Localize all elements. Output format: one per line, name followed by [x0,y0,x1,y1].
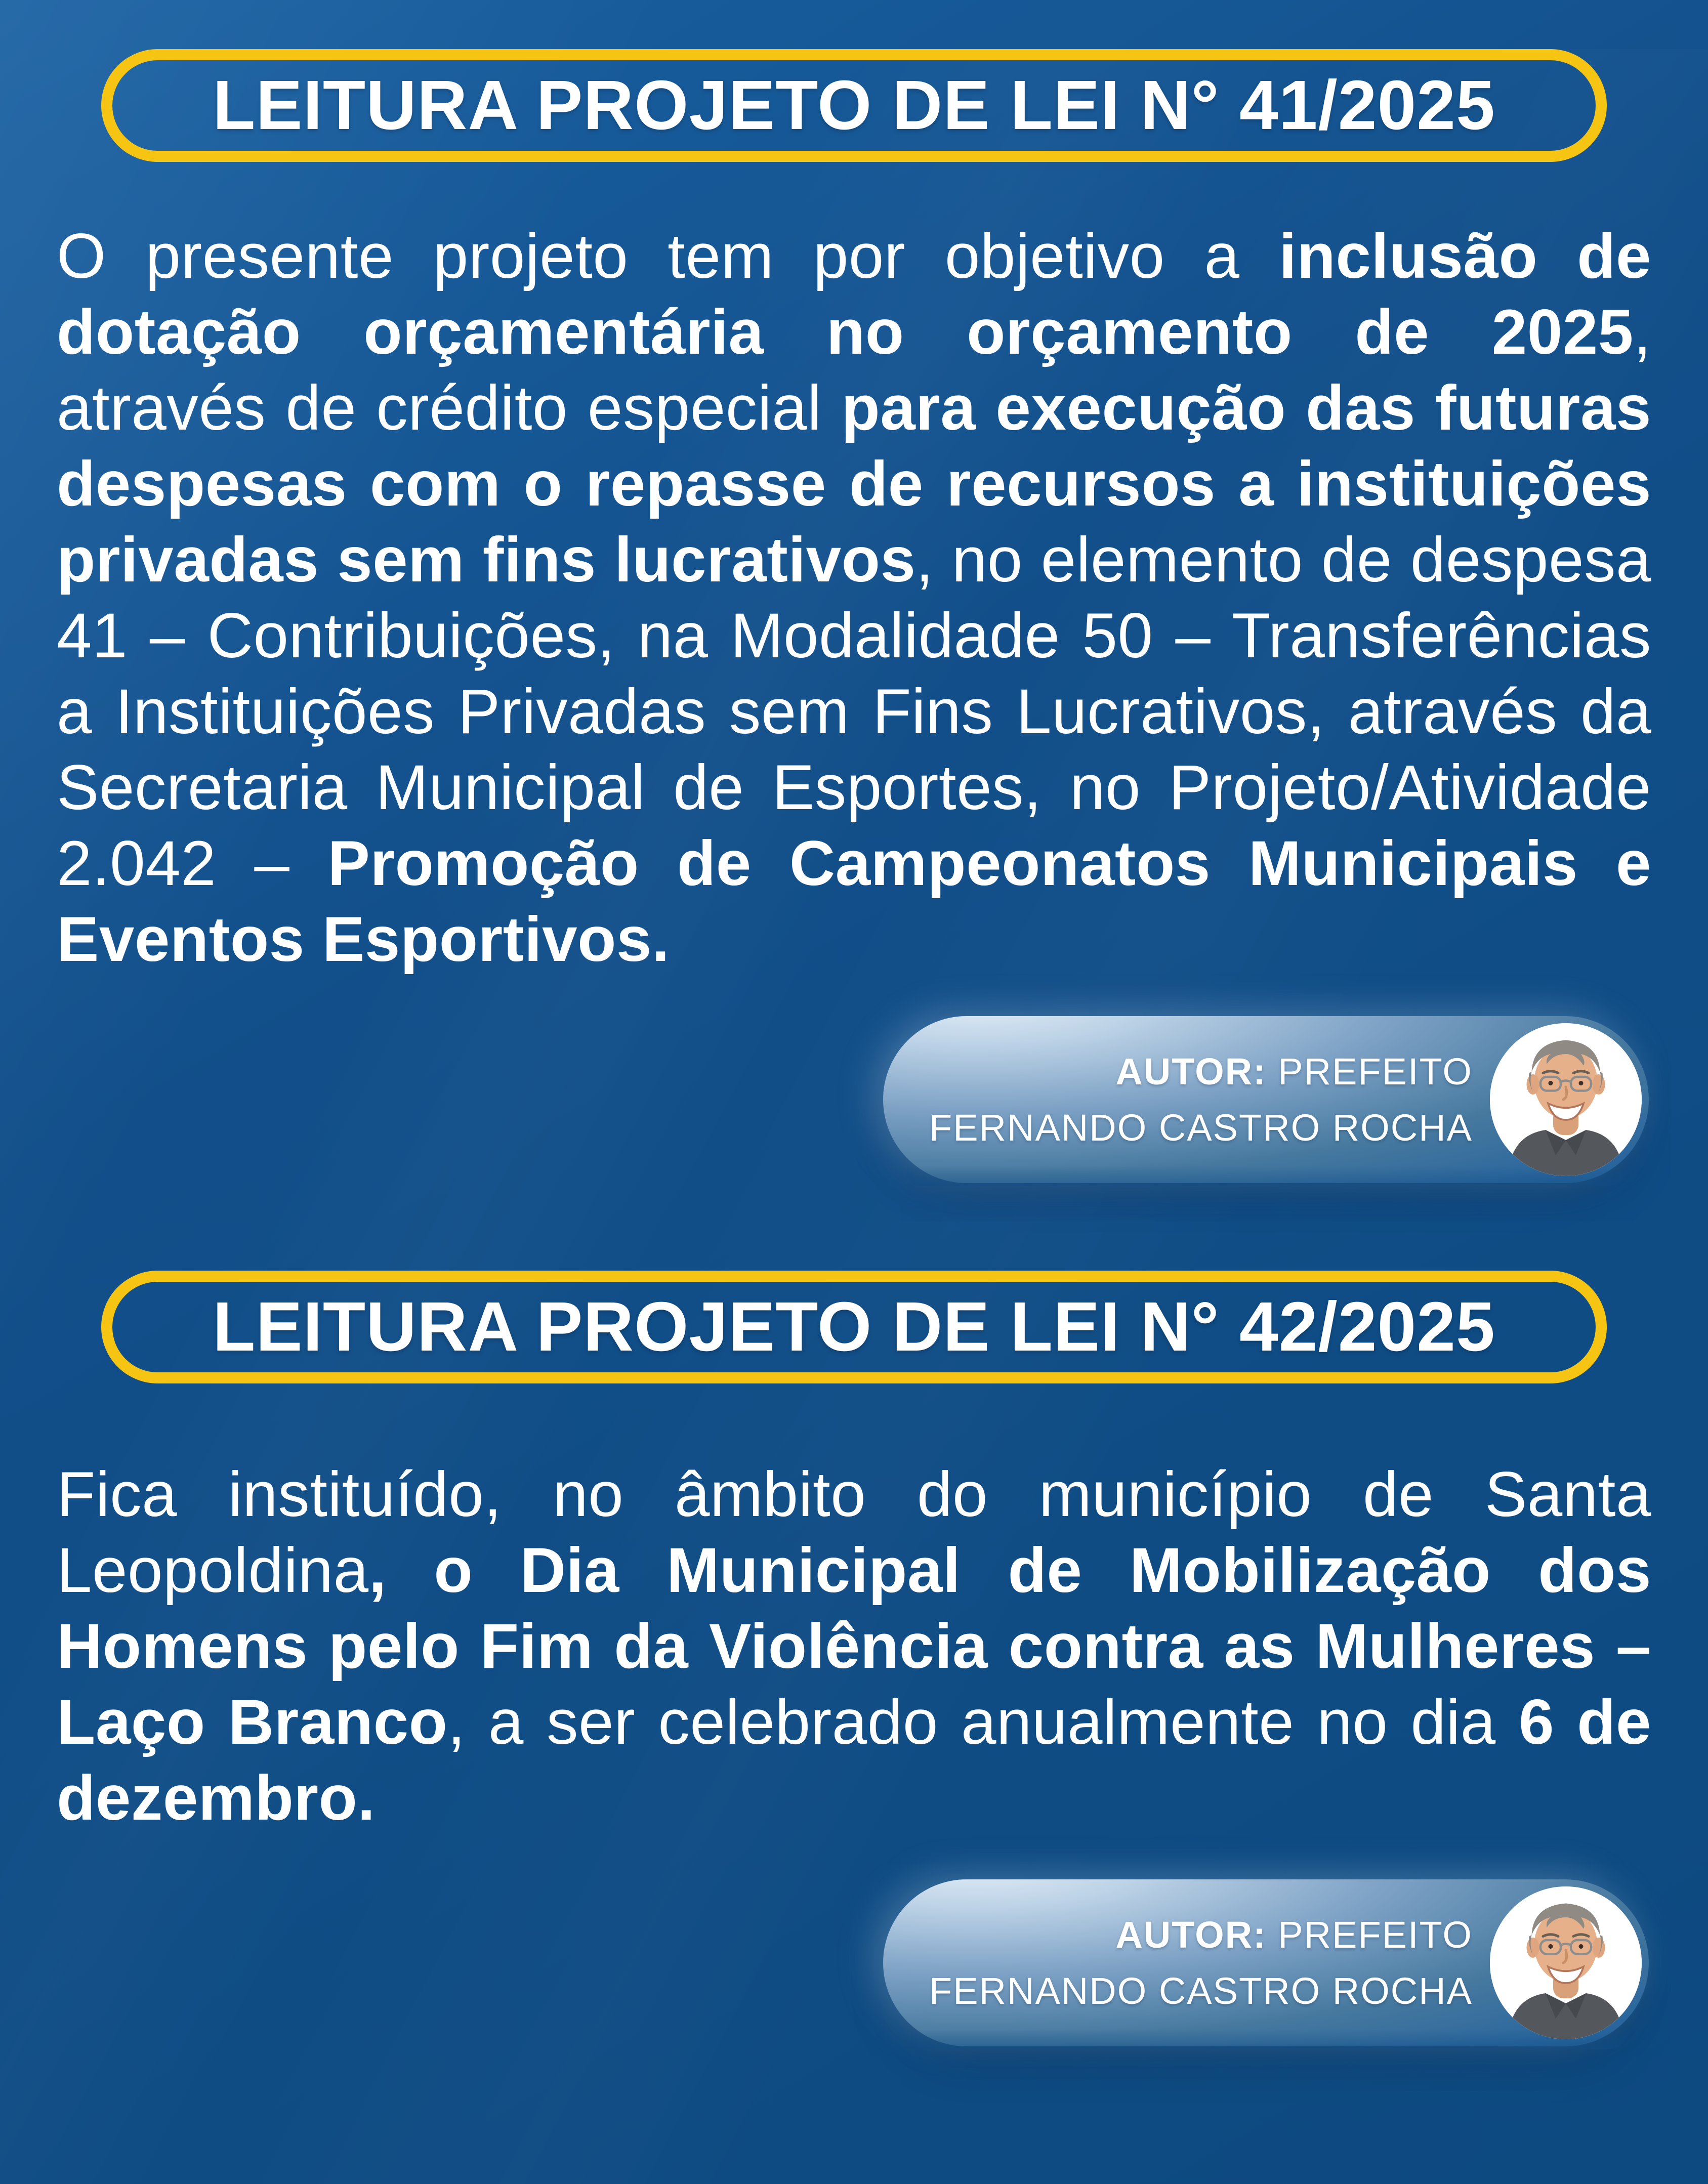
mayor-photo [1490,1023,1642,1176]
law-42-author-pill [883,1879,1649,2046]
law-41-summary-paragraph: O presente projeto tem por objetivo a inclusão de dotação orçamentária no orçamento de 2025, através de crédito especial para execução das futuras despesas com o repasse de recursos a instituições privadas sem fins lucrativos, no elemento de despesa 41 – Contribuições, na Modalidade 50 – Transferências a Instituições Privadas sem Fins Lucrativos, através da Secretaria Municipal de Esportes, no Projeto/Atividade 2.042 – Promoção de Campeonatos Municipais e Eventos Esportivos. [57,221,1652,975]
law-41-title-text: LEITURA PROJETO DE LEI N° 41/2025 [213,66,1495,144]
law-42-summary-paragraph: Fica instituído, no âmbito do município de Santa Leopoldina, o Dia Municipal de Mobilização dos Homens pelo Fim da Violência contra as Mulheres – Laço Branco, a ser celebrado anualmente no dia 6 de dezembro. [57,1459,1651,1833]
mayor-portrait-illustration [1490,1023,1642,1176]
law-42-title-text: LEITURA PROJETO DE LEI N° 42/2025 [213,1288,1495,1366]
author-label [929,1907,1473,2019]
mayor-photo [1490,1886,1642,2039]
law-41-author-pill [883,1016,1649,1183]
law-41-title-badge [101,49,1607,162]
author-role-line: AUTOR: PREFEITO [1115,1051,1473,1093]
mayor-portrait-illustration [1490,1886,1642,2039]
author-name-line: FERNANDO CASTRO ROCHA [929,1107,1473,1149]
author-name-line: FERNANDO CASTRO ROCHA [929,1970,1473,2012]
bulletin-page [0,49,1708,2184]
author-role-line: AUTOR: PREFEITO [1115,1914,1473,1956]
law-42-title-badge [101,1271,1607,1383]
author-label [929,1043,1473,1156]
